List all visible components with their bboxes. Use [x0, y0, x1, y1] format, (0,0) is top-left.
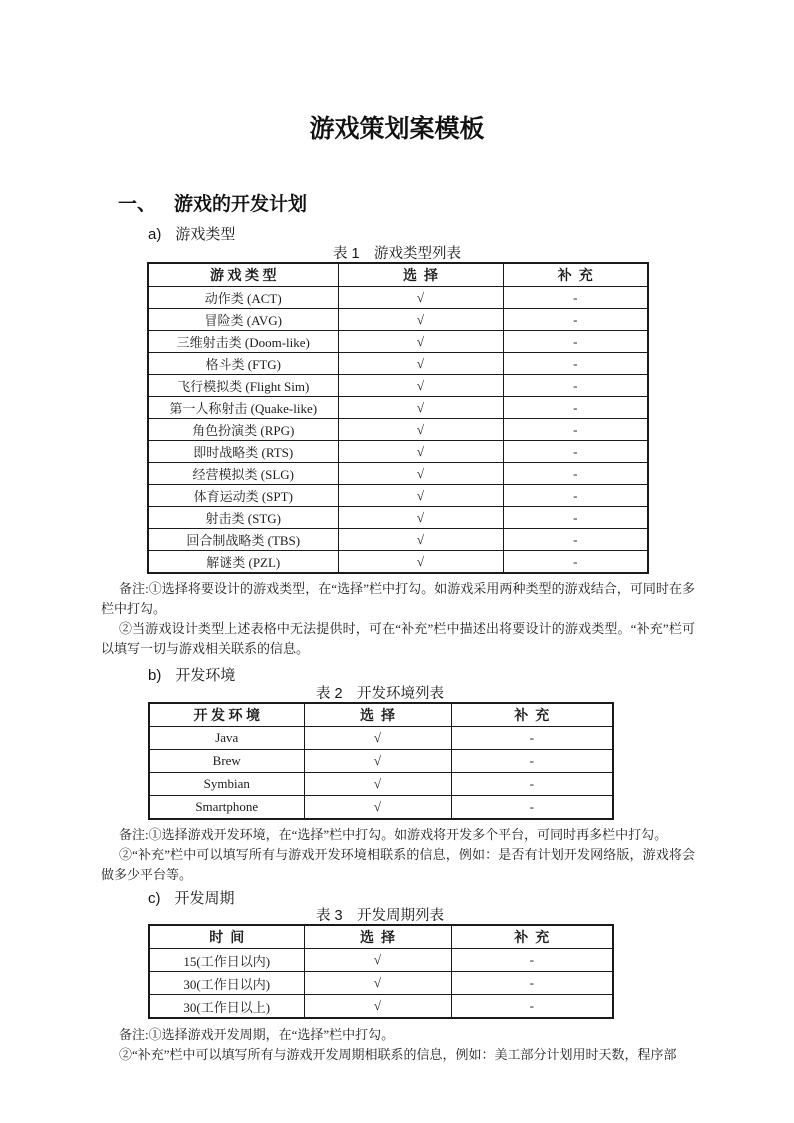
- subsection-label: b): [148, 667, 162, 684]
- label-cell: 冒险类 (AVG): [148, 309, 338, 331]
- table-row: [148, 353, 648, 375]
- label-cell: 15(工作日以内): [149, 949, 304, 972]
- note-paragraph: ②当游戏设计类型上述表格中无法提供时，可在“补充”栏中描述出将要设计的游戏类型。“补充”栏可以填写一切与游戏相关联系的信息。: [101, 621, 695, 656]
- supplement-cell: -: [503, 507, 648, 529]
- table-row: [148, 551, 648, 574]
- subsection-heading-dev-environment: [148, 666, 794, 686]
- supplement-cell: -: [451, 773, 613, 796]
- dev-cycle-table: [148, 924, 614, 1019]
- game-type-table: [147, 262, 649, 574]
- column-header-select: 选 择: [304, 925, 451, 949]
- supplement-cell: -: [503, 551, 648, 574]
- table-row: [149, 796, 613, 820]
- select-cell: √: [338, 441, 503, 463]
- table-row: [148, 397, 648, 419]
- subsection-heading-game-type: [148, 225, 794, 245]
- column-header-supplement: 补 充: [451, 703, 613, 727]
- table-row: [149, 773, 613, 796]
- column-header-select: 选 择: [338, 263, 503, 287]
- column-header-type: 游 戏 类 型: [148, 263, 338, 287]
- select-cell: √: [338, 309, 503, 331]
- table-header-row: [149, 703, 613, 727]
- supplement-cell: -: [503, 287, 648, 309]
- label-cell: 解谜类 (PZL): [148, 551, 338, 574]
- table-row: [149, 949, 613, 972]
- supplement-cell: -: [451, 750, 613, 773]
- select-cell: √: [338, 331, 503, 353]
- select-cell: √: [338, 419, 503, 441]
- table-caption-dev-environment: 表 2 开发环境列表: [315, 686, 445, 702]
- table-caption-game-type: 表 1 游戏类型列表: [332, 246, 462, 262]
- supplement-cell: -: [503, 309, 648, 331]
- table-caption-dev-cycle: 表 3 开发周期列表: [315, 908, 445, 924]
- subsection-title: 开发周期: [174, 890, 235, 907]
- label-cell: 射击类 (STG): [148, 507, 338, 529]
- label-cell: 经营模拟类 (SLG): [148, 463, 338, 485]
- select-cell: √: [304, 727, 451, 750]
- note-paragraph: 备注:①选择游戏开发环境，在“选择”栏中打勾。如游戏将开发多个平台，可同时再多栏中打勾。: [119, 827, 668, 842]
- label-cell: Symbian: [149, 773, 304, 796]
- select-cell: √: [338, 397, 503, 419]
- label-cell: 第一人称射击 (Quake-like): [148, 397, 338, 419]
- document-title: 游戏策划案模板: [309, 115, 485, 143]
- supplement-cell: -: [503, 463, 648, 485]
- column-header-time: 时 间: [149, 925, 304, 949]
- table-row: [148, 441, 648, 463]
- supplement-cell: -: [503, 353, 648, 375]
- label-cell: Brew: [149, 750, 304, 773]
- supplement-cell: -: [503, 441, 648, 463]
- select-cell: √: [338, 507, 503, 529]
- supplement-cell: -: [451, 949, 613, 972]
- label-cell: 角色扮演类 (RPG): [148, 419, 338, 441]
- section-heading: [118, 192, 794, 217]
- supplement-cell: -: [503, 331, 648, 353]
- table-row: [148, 485, 648, 507]
- table-row: [148, 463, 648, 485]
- select-cell: √: [304, 773, 451, 796]
- section-number: 一、: [118, 194, 157, 215]
- label-cell: 飞行模拟类 (Flight Sim): [148, 375, 338, 397]
- select-cell: √: [338, 551, 503, 574]
- note-paragraph: 备注:①选择游戏开发周期，在“选择”栏中打勾。: [119, 1027, 395, 1042]
- table-row: [148, 375, 648, 397]
- note-paragraph: ②“补充”栏中可以填写所有与游戏开发周期相联系的信息，例如：美工部分计划用时天数，程序部: [119, 1047, 677, 1062]
- supplement-cell: -: [451, 972, 613, 995]
- supplement-cell: -: [503, 485, 648, 507]
- supplement-cell: -: [503, 529, 648, 551]
- supplement-cell: -: [451, 727, 613, 750]
- supplement-cell: -: [451, 995, 613, 1019]
- section-title: 游戏的开发计划: [174, 194, 308, 215]
- supplement-cell: -: [451, 796, 613, 820]
- note-paragraph: 备注:①选择将要设计的游戏类型，在“选择”栏中打勾。如游戏采用两种类型的游戏结合，可同时在多栏中打勾。: [101, 581, 695, 616]
- select-cell: √: [304, 995, 451, 1019]
- label-cell: 三维射击类 (Doom-like): [148, 331, 338, 353]
- subsection-label: a): [148, 226, 162, 243]
- column-header-supplement: 补 充: [451, 925, 613, 949]
- select-cell: √: [338, 463, 503, 485]
- column-header-select: 选 择: [304, 703, 451, 727]
- label-cell: 30(工作日以内): [149, 972, 304, 995]
- table-row: [149, 727, 613, 750]
- subsection-heading-dev-cycle: [148, 889, 794, 909]
- select-cell: √: [338, 529, 503, 551]
- label-cell: 即时战略类 (RTS): [148, 441, 338, 463]
- table-row: [149, 995, 613, 1019]
- supplement-cell: -: [503, 375, 648, 397]
- table-row: [148, 529, 648, 551]
- note-paragraph: ②“补充”栏中可以填写所有与游戏开发环境相联系的信息，例如：是否有计划开发网络版，游戏将会做多少平台等。: [101, 847, 695, 882]
- select-cell: √: [338, 485, 503, 507]
- label-cell: Smartphone: [149, 796, 304, 820]
- label-cell: Java: [149, 727, 304, 750]
- label-cell: 回合制战略类 (TBS): [148, 529, 338, 551]
- dev-environment-table: [148, 702, 614, 820]
- column-header-supplement: 补 充: [503, 263, 648, 287]
- subsection-label: c): [148, 890, 161, 907]
- table-row: [149, 972, 613, 995]
- select-cell: √: [338, 287, 503, 309]
- select-cell: √: [338, 353, 503, 375]
- label-cell: 格斗类 (FTG): [148, 353, 338, 375]
- table-row: [148, 331, 648, 353]
- select-cell: √: [304, 972, 451, 995]
- table-row: [149, 750, 613, 773]
- table-header-row: [148, 263, 648, 287]
- supplement-cell: -: [503, 397, 648, 419]
- label-cell: 体育运动类 (SPT): [148, 485, 338, 507]
- supplement-cell: -: [503, 419, 648, 441]
- label-cell: 动作类 (ACT): [148, 287, 338, 309]
- table-row: [148, 287, 648, 309]
- table-header-row: [149, 925, 613, 949]
- select-cell: √: [304, 750, 451, 773]
- subsection-title: 游戏类型: [175, 226, 236, 243]
- subsection-title: 开发环境: [175, 667, 236, 684]
- select-cell: √: [304, 949, 451, 972]
- label-cell: 30(工作日以上): [149, 995, 304, 1019]
- table-row: [148, 507, 648, 529]
- select-cell: √: [338, 375, 503, 397]
- table-row: [148, 309, 648, 331]
- select-cell: √: [304, 796, 451, 820]
- column-header-environment: 开 发 环 境: [149, 703, 304, 727]
- table-row: [148, 419, 648, 441]
